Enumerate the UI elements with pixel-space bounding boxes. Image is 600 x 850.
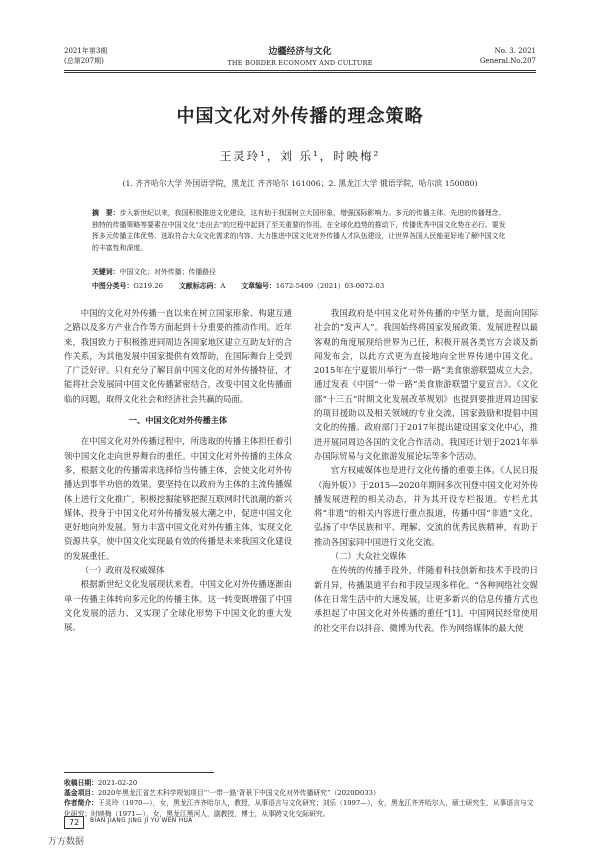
code-value: A <box>220 282 226 290</box>
subsection-heading: （一）政府及权威媒体 <box>80 565 165 576</box>
author-label: 作者简介： <box>64 799 98 808</box>
id-label: 文章编号： <box>241 282 276 290</box>
keywords-text: 中国文化；对外传播；传播路径 <box>119 268 217 276</box>
class-value: G219.26 <box>133 282 163 290</box>
received-label: 收稿日期： <box>64 779 98 787</box>
watermark: 万方数据 <box>48 837 85 847</box>
abstract-label: 摘 要： <box>92 209 120 217</box>
article-title: 中国文化对外传播的理念策略 <box>176 106 424 127</box>
paragraph: 在中国文化对外传播过程中，所选取的传播主体担任着引领中国文化走向世界舞台的重任。中国文化对外传播的主体众多，根据文化的传播需求选择恰当传播主体，会使文化对外传播达到事半功倍的效果。要坚持在以政府为主体的主流传播媒体上进行文化推广，积极挖掘能够把握互联网时代浪潮的新兴媒体，投身于中国文化对外传播发展大潮之中，促进中国文化更好地向外发展。努力丰富中国文化对外传播主体，实现文化资源共享，使中国文化实现最有效的传播是未来我国文化建设的发展重任。 <box>64 436 292 561</box>
footnote-rule <box>64 772 214 773</box>
issue-info-en <box>480 46 536 66</box>
issue-number-en: No. 3. 2021 <box>494 47 536 55</box>
abstract <box>92 208 510 254</box>
header-rule <box>64 70 536 71</box>
issue-general-no: General.No.207 <box>479 57 536 65</box>
received-date <box>64 778 536 788</box>
class-label: 中图分类号： <box>92 282 134 290</box>
doc-code <box>179 280 225 290</box>
issue-total: (总第207期) <box>64 57 104 65</box>
paragraph: 官方权威媒体也是进行文化传播的重要主体。《人民日报（海外版）》于2015—2020年期间多次刊登中国文化对外传播发展进程的相关动态，并为其开设专栏报道。专栏尤其将“非遗”的相关内容进行重点报道，传播中国“非遗”文化，弘扬了中华民族和平、理解、交流的优秀民族精神，有助于推动各国家同中国进行文化交流。 <box>314 465 538 547</box>
journal-name-en: THE BORDER ECONOMY AND CULTURE <box>227 59 373 67</box>
fund-label: 基金项目： <box>64 789 98 798</box>
paragraph: 在传统的传播手段外，伴随着科技创新和技术手段的日新月异，传播渠道平台和手段呈现多样化。“各种网络社交媒体在日常生活中的大速发展，让更多新兴的信息传播方式也承担起了中国文化对外传播的重任”[1]。中国网民经常使用的社交平台以抖音、微博为代表。作为网络媒体的最大使 <box>314 565 538 633</box>
code-label: 文献标志码： <box>178 282 221 290</box>
paragraph: 我国政府是中国文化对外传播的中坚力量，是面向国际社会的“发声人”。我国始终将国家发展政策、发展进程以最客观的角度展现给世界为己任，积极开展各类官方会谈及新闻发布会，以此方式更为直接地向全世界传递中国文化。2015年在宁夏银川举行“一带一路”美食旅游联盟成立大会，通过发表《中国“一带一路”美食旅游联盟宁夏宣言》。《文化部“十三五”时期文化发展改革规划》也提到要推进周边国家的项目援助以及相关领域的专业交流，国家鼓励和提倡中国文化的传播。政府部门于2017年提出建设国家文化中心，推进开展同周边各国的文化合作活动。我国还计划于2021年举办国际贸易与文化旅游发展论坛等多个活动。 <box>314 308 538 461</box>
fund-value: 2020年黑龙江省艺术科学规划项目“‘一带一路’背景下中国文化对外传播研究”（2020D033） <box>97 789 380 798</box>
author-value: 王灵玲（1970—），女，黑龙江齐齐哈尔人，教授，从事语言与文化研究；刘乐（1997—），女，黑龙江齐齐哈尔人，硕士研究生，从事语言与文化研究；时映梅（1971—），女，黑龙江黑河人，副教授，博士，从事跨文化交际研究。 <box>64 799 534 818</box>
paragraph: 根据新世纪文化发展现状来看，中国文化对外传播逐渐由单一传播主体转向多元化的传播主体。这一转变既增强了中国文化发展的活力、又实现了全球化形势下中国文化的重大发展。 <box>64 579 292 633</box>
body-column-right <box>314 306 538 635</box>
paragraph: 中国的文化对外传播一直以来在树立国家形象、构建互通之路以及多方产业合作等方面起到十分重要的推动作用。近年来，我国致力于积极推进同周边各国家地区建立互助友好的合作关系，为其他发展中国家提供有效帮助，在国际舞台上受到了广泛好评。只有充分了解目前中国文化的对外传播特征，才能将社会发展同中国文化传播紧密结合，改变中国文化传播面临的问题，取得文化社会和经济社会共赢的局面。 <box>64 308 292 404</box>
received-value: 2021-02-20 <box>97 779 138 787</box>
abstract-text: 步入新世纪以来，我国积极推进文化建设，这有助于我国树立大国形象，增强国际影响力。多元的传播主体、先进的传播理念、独特的传播策略等要素在中国文化“走出去”的过程中起到了至关重要的作用。在全球化趋势的推动下，传播优秀中国文化势在必行。要发挥多元传播主体优势、选取符合大众文化需求的内容、大力推进中国文化对外传播人才队伍建设，让世界各国人民能更好地了解中国文化的丰富性和深度。 <box>92 209 506 252</box>
section-heading: 一、中国文化对外传播主体 <box>128 415 228 426</box>
issue-number: 2021年第3期 <box>64 47 108 55</box>
author-affiliation: (1. 齐齐哈尔大学 外国语学院，黑龙江 齐齐哈尔 161006；2. 黑龙江大学 俄语学院，哈尔滨 150080) <box>122 179 478 188</box>
body-column-left <box>64 306 292 635</box>
header-rule-thin <box>64 72 536 73</box>
class-number <box>92 280 163 290</box>
id-value: 1672-5409（2021）03-0072-03 <box>275 282 385 290</box>
author-bio <box>64 798 536 818</box>
footnote <box>64 778 536 819</box>
subsection-heading: （二）大众社交媒体 <box>330 551 407 562</box>
article-id <box>241 280 384 290</box>
keywords <box>92 266 510 276</box>
fund-project <box>64 788 536 798</box>
journal-pinyin: BIAN JIANG JING JI YU WEN HUA <box>90 818 193 824</box>
keywords-label: 关键词： <box>92 268 120 276</box>
article-authors: 王灵玲¹，刘 乐¹，时映梅² <box>219 149 381 163</box>
page-number: 72 <box>64 816 84 829</box>
classification-line <box>92 280 540 290</box>
journal-name-cn: 边疆经济与文化 <box>268 47 332 57</box>
